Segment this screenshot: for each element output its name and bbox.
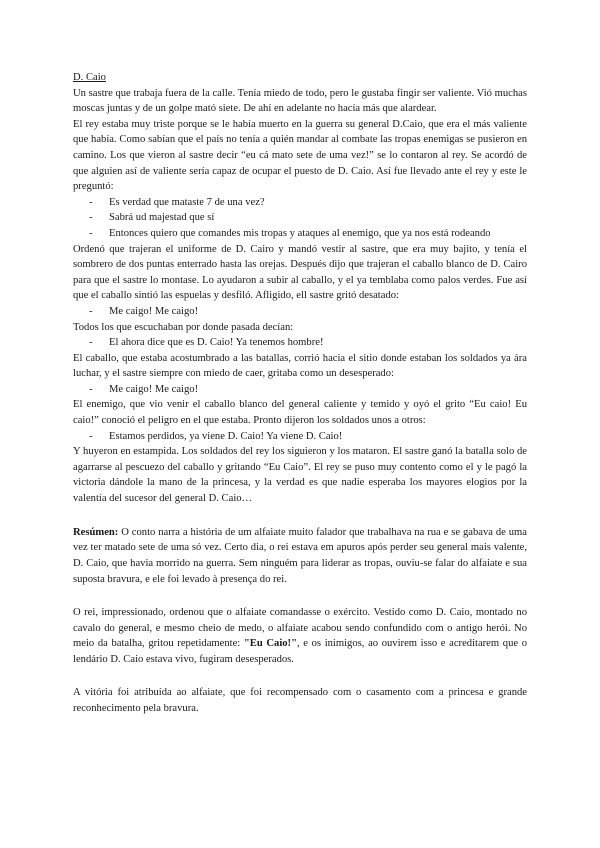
story-paragraph: Y huyeron en estampida. Los soldados del rey los siguieron y los mataron. El sastre ganó la batalla solo de agarrarse al pescuezo del caballo y gritando “Eu Caio”. El rey se puso muy contento como el y le pagó la victoria dándole la mano de la princesa, y la verdad es que nadie esperaba los mayores elogios por la valentía del sucesor del general D. Caio…: [73, 446, 527, 505]
summary-quote: "Eu Caio!": [243, 638, 297, 650]
story-paragraph: El enemigo, que vio venir el caballo blanco del general caliente y temido y oyó el grito “Eu caio! Eu caio!” conoció el peligro en el que estaba. Pronto dijeron los soldados unos a otros:: [73, 399, 527, 427]
dialogue-line: - Me caigo! Me caigo!: [73, 304, 527, 320]
dialogue-line: - Me caigo! Me caigo!: [73, 382, 527, 398]
summary-paragraph-1: [73, 525, 527, 588]
document-page: [73, 70, 527, 734]
dialogue-line: - Entonces quiero que comandes mis tropas y ataques al enemigo, que ya nos está rodeando: [73, 226, 527, 242]
document-title: D. Caio: [73, 72, 106, 83]
summary-text-2b: , e os inimigos, ao ouvirem isso e acreditarem que o lendário D. Caio estava vivo, fugiram desesperados.: [73, 638, 528, 666]
story-paragraph: Ordenó que trajeran el uniforme de D. Cairo y mandó vestir al sastre, que era muy bajito, y tenía el sombrero de dos puntas enterrado hasta las orejas. Después dijo que trajeran el caballo blanco de D. Cairo para que el sastre lo montase. Lo ayudaron a subir al caballo, y el ya temblaba como palos verdes. Fue así que el caballo sintió las espuelas y desfiló. Afligido, ell sastre gritó desatado:: [73, 243, 527, 302]
summary-section: [73, 525, 527, 717]
dialogue-line: - Estamos perdidos, ya viene D. Caio! Ya viene D. Caio!: [73, 429, 527, 445]
summary-label: Resúmen:: [73, 526, 119, 538]
summary-text-1: O conto narra a história de um alfaiate muito falador que trabalhava na rua e se gabava de uma vez ter matado sete de uma só vez. Certo dia, o rei estava em apuros após perder seu general mais valente, D. Caio, que havia morrido na guerra. Sem ninguém para liderar as tropas, ouviu-se falar do alfaiate e sua suposta bravura, e ele foi levado à presença do rei.: [73, 526, 527, 586]
story-paragraph: Un sastre que trabaja fuera de la calle. Tenía miedo de todo, pero le gustaba fingir ser valiente. Vió muchas moscas juntas y de un golpe mató siete. De ahí en adelante no hacía más que alardear.: [73, 87, 527, 115]
summary-paragraph-2: [73, 605, 527, 668]
summary-paragraph-3: A vitória foi atribuída ao alfaiate, que foi recompensado com o casamento com a princesa e grande reconhecimento pela bravura.: [73, 687, 527, 714]
story-body: [73, 86, 527, 507]
story-paragraph: El rey estaba muy triste porque se le había muerto en la guerra su general D.Caio, que era el más valiente que había. Como sabían que el país no tenía a quién mandar al combate las tropas enemigas se pusieron en camino. Los que vieron al sastre decir “eu cá mato sete de uma vez!” se lo contaron al rey. Se acordó de que alguien así de valiente sería capaz de ocupar el puesto de D. Caio. Así fue llevado ante el rey y este le preguntó:: [73, 118, 527, 193]
story-paragraph: Todos los que escuchaban por donde pasada decían:: [73, 321, 294, 333]
dialogue-line: - Sabrá ud majestad que sí: [73, 210, 527, 226]
story-paragraph: El caballo, que estaba acostumbrado a las batallas, corrió hacia el sitio donde estaban los soldados ya ára luchar, y el sastre siempre con miedo de caer, gritaba como un desesperado:: [73, 352, 527, 380]
dialogue-line: - Es verdad que mataste 7 de una vez?: [73, 195, 527, 211]
dialogue-line: - El ahora dice que es D. Caio! Ya tenemos hombre!: [73, 335, 527, 351]
summary-text-2a: O rei, impressionado, ordenou que o alfaiate comandasse o exército. Vestido como D. Caio, montado no cavalo do general, e mesmo cheio de medo, o alfaiate acabou sendo confundido com o antigo herói. No meio da batalha, gritou repetidamente:: [73, 606, 527, 650]
